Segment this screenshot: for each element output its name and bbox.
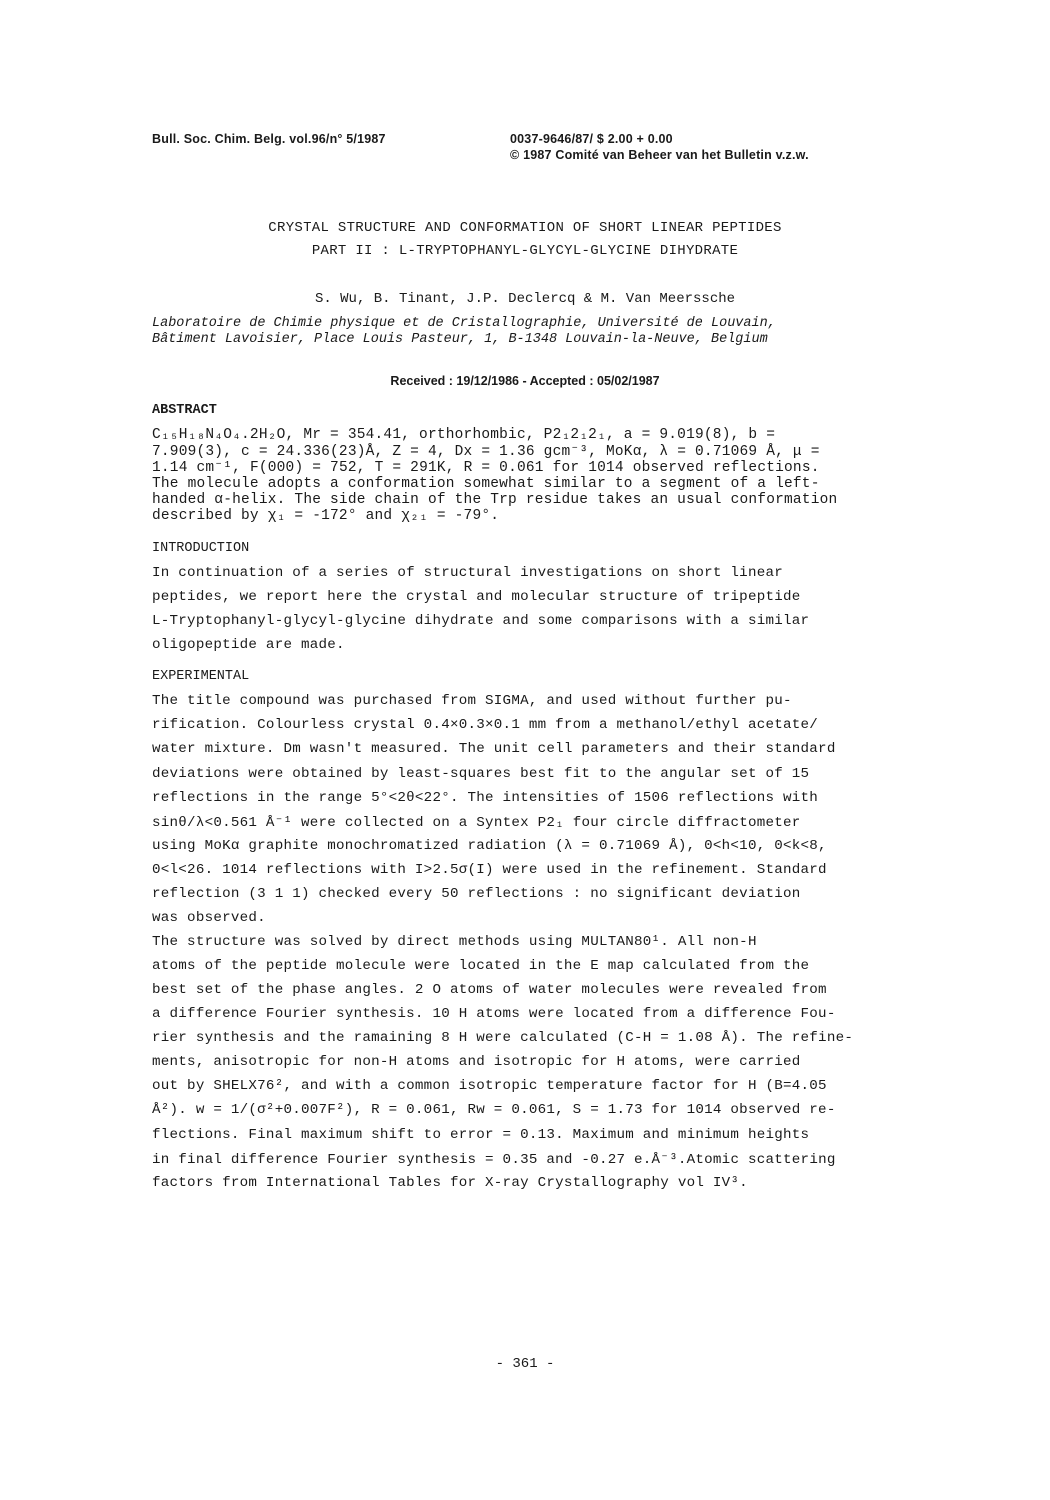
experimental-line: The title compound was purchased from SIGMA, and used without further pu- <box>152 693 792 709</box>
experimental-line: rification. Colourless crystal 0.4×0.3×0.1 mm from a methanol/ethyl acetate/ <box>152 717 819 733</box>
experimental-line: best set of the phase angles. 2 O atoms of water molecules were revealed from <box>152 982 827 998</box>
author-list: S. Wu, B. Tinant, J.P. Declercq & M. Van Meerssche <box>314 291 736 307</box>
experimental-line: factors from International Tables for X-ray Crystallography vol IV³. <box>152 1175 748 1191</box>
received-dates: Received : 19/12/1986 - Accepted : 05/02/1987 <box>390 374 660 388</box>
experimental-heading: EXPERIMENTAL <box>152 669 250 684</box>
experimental-line: Å²). w = 1/(σ²+0.007F²), R = 0.061, Rw = 0.061, S = 1.73 for 1014 observed re- <box>152 1102 836 1118</box>
experimental-line: was observed. <box>152 910 266 926</box>
title-line-2: PART II : L-TRYPTOPHANYL-GLYCYL-GLYCINE DIHYDRATE <box>311 243 739 259</box>
experimental-line: reflections in the range 5°<2θ<22°. The intensities of 1506 reflections with <box>152 790 819 806</box>
experimental-line: reflection (3 1 1) checked every 50 reflections : no significant deviation <box>152 886 801 902</box>
affiliation-line-1: Laboratoire de Chimie physique et de Cristallographie, Université de Louvain, <box>152 316 776 331</box>
abstract-heading: ABSTRACT <box>152 403 217 418</box>
article-code: 0037-9646/87/ $ 2.00 + 0.00 <box>510 132 673 146</box>
abstract-line: C₁₅H₁₈N₄O₄.2H₂O, Mr = 354.41, orthorhombic, P2₁2₁2₁, a = 9.019(8), b = <box>152 427 776 443</box>
experimental-line: ments, anisotropic for non-H atoms and isotropic for H atoms, were carried <box>152 1054 801 1070</box>
experimental-line: deviations were obtained by least-squares best fit to the angular set of 15 <box>152 766 810 782</box>
abstract-line: described by χ₁ = -172° and χ₂₁ = -79°. <box>152 508 500 524</box>
affiliation-line-2: Bâtiment Lavoisier, Place Louis Pasteur, 1, B-1348 Louvain-la-Neuve, Belgium <box>152 332 768 347</box>
experimental-line: in final difference Fourier synthesis = 0.35 and -0.27 e.Å⁻³.Atomic scattering <box>152 1152 836 1168</box>
journal-reference: Bull. Soc. Chim. Belg. vol.96/n° 5/1987 <box>152 132 386 146</box>
experimental-line: atoms of the peptide molecule were located in the E map calculated from the <box>152 958 810 974</box>
title-line-1: CRYSTAL STRUCTURE AND CONFORMATION OF SHORT LINEAR PEPTIDES <box>268 220 782 236</box>
introduction-line: L-Tryptophanyl-glycyl-glycine dihydrate and some comparisons with a similar <box>152 613 810 629</box>
experimental-line: using MoKα graphite monochromatized radiation (λ = 0.71069 Å), 0<h<10, 0<k<8, <box>152 838 827 854</box>
experimental-line: The structure was solved by direct methods using MULTAN80¹. All non-H <box>152 934 757 950</box>
page-number: - 361 - <box>495 1356 555 1372</box>
introduction-line: oligopeptide are made. <box>152 637 345 653</box>
abstract-line: handed α-helix. The side chain of the Trp residue takes an usual conformation <box>152 492 838 508</box>
abstract-line: The molecule adopts a conformation somewhat similar to a segment of a left- <box>152 476 820 492</box>
copyright-line: © 1987 Comité van Beheer van het Bulletin v.z.w. <box>510 148 809 162</box>
abstract-line: 1.14 cm⁻¹, F(000) = 752, T = 291K, R = 0.061 for 1014 observed reflections. <box>152 460 820 476</box>
experimental-line: water mixture. Dm wasn't measured. The unit cell parameters and their standard <box>152 741 836 757</box>
experimental-line: rier synthesis and the ramaining 8 H were calculated (C-H = 1.08 Å). The refine- <box>152 1030 854 1046</box>
experimental-line: 0<l<26. 1014 reflections with I>2.5σ(I) were used in the refinement. Standard <box>152 862 827 878</box>
introduction-line: peptides, we report here the crystal and molecular structure of tripeptide <box>152 589 801 605</box>
abstract-line: 7.909(3), c = 24.336(23)Å, Z = 4, Dx = 1.36 gcm⁻³, MoKα, λ = 0.71069 Å, μ = <box>152 444 820 460</box>
experimental-line: flections. Final maximum shift to error = 0.13. Maximum and minimum heights <box>152 1127 810 1143</box>
experimental-line: out by SHELX76², and with a common isotropic temperature factor for H (B=4.05 <box>152 1078 827 1094</box>
experimental-line: sinθ/λ<0.561 Å⁻¹ were collected on a Syntex P2₁ four circle diffractometer <box>152 815 801 831</box>
introduction-heading: INTRODUCTION <box>152 541 250 556</box>
introduction-line: In continuation of a series of structural investigations on short linear <box>152 565 783 581</box>
experimental-line: a difference Fourier synthesis. 10 H atoms were located from a difference Fou- <box>152 1006 836 1022</box>
